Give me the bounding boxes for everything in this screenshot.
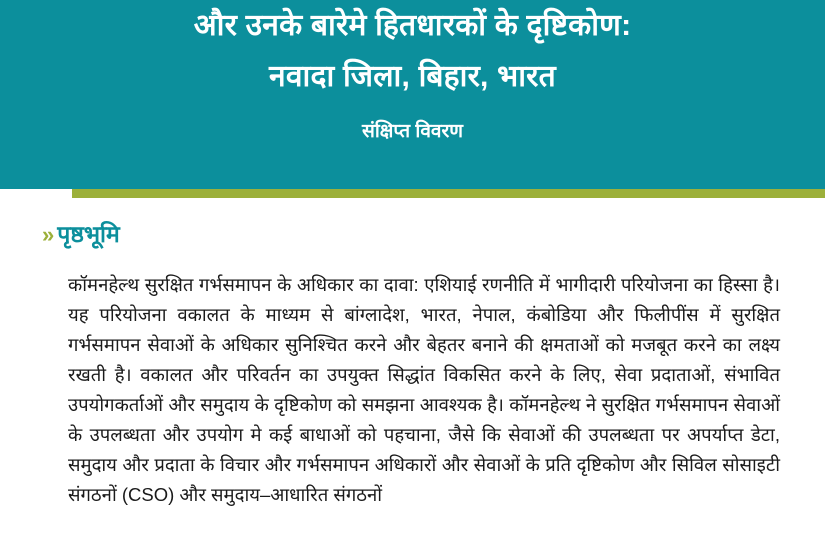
section-body-text bbox=[68, 270, 780, 510]
double-chevron-right-icon: » bbox=[42, 221, 50, 247]
document-body bbox=[0, 198, 825, 550]
olive-divider bbox=[72, 189, 825, 198]
document-subtitle: संक्षिप्त विवरण bbox=[362, 120, 463, 142]
section-heading-row bbox=[42, 223, 120, 246]
document-title-line-1: और उनके बारेमे हितधारकों के दृष्टिकोण: bbox=[193, 9, 632, 42]
section-paragraph: कॉमनहेल्थ सुरक्षित गर्भसमापन के अधिकार का दावा: एशियाई रणनीति में भागीदारी परियोजना का हिस्सा है। यह परियोजना वकालत के माध्यम से बांग्लादेश, भारत, नेपाल, कंबोडिया और फिलीपींस में सुरक्षित गर्भसमापन सेवाओं के अधिकार सुनिश्चित करने और बेहतर बनाने की क्षमताओं को मजबूत करने का लक्ष्य रखती है। वकालत और परिवर्तन का उपयुक्त सिद्धांत विकसित करने के लिए, सेवा प्रदाताओं, संभावित उपयोगकर्ताओं और समुदाय के दृष्टिकोण को समझना आवश्यक है। कॉमनहेल्थ ने सुरक्षित गर्भसमापन सेवाओं के उपलब्धता और उपयोग मे कई बाधाओं को पहचाना, जैसे कि सेवाओं की उपलब्धता पर अपर्याप्त डेटा, समुदाय और प्रदाता के विचार और गर्भसमापन अधिकारों और सेवाओं के प्रति दृष्टिकोण और सिविल सोसाइटी संगठनों (CSO) और समुदाय–आधारित संगठनों bbox=[68, 274, 780, 505]
title-banner bbox=[0, 0, 825, 189]
section-heading: पृष्ठभूमि bbox=[57, 221, 120, 247]
document-title-line-2: नवादा जिला, बिहार, भारत bbox=[269, 60, 556, 94]
